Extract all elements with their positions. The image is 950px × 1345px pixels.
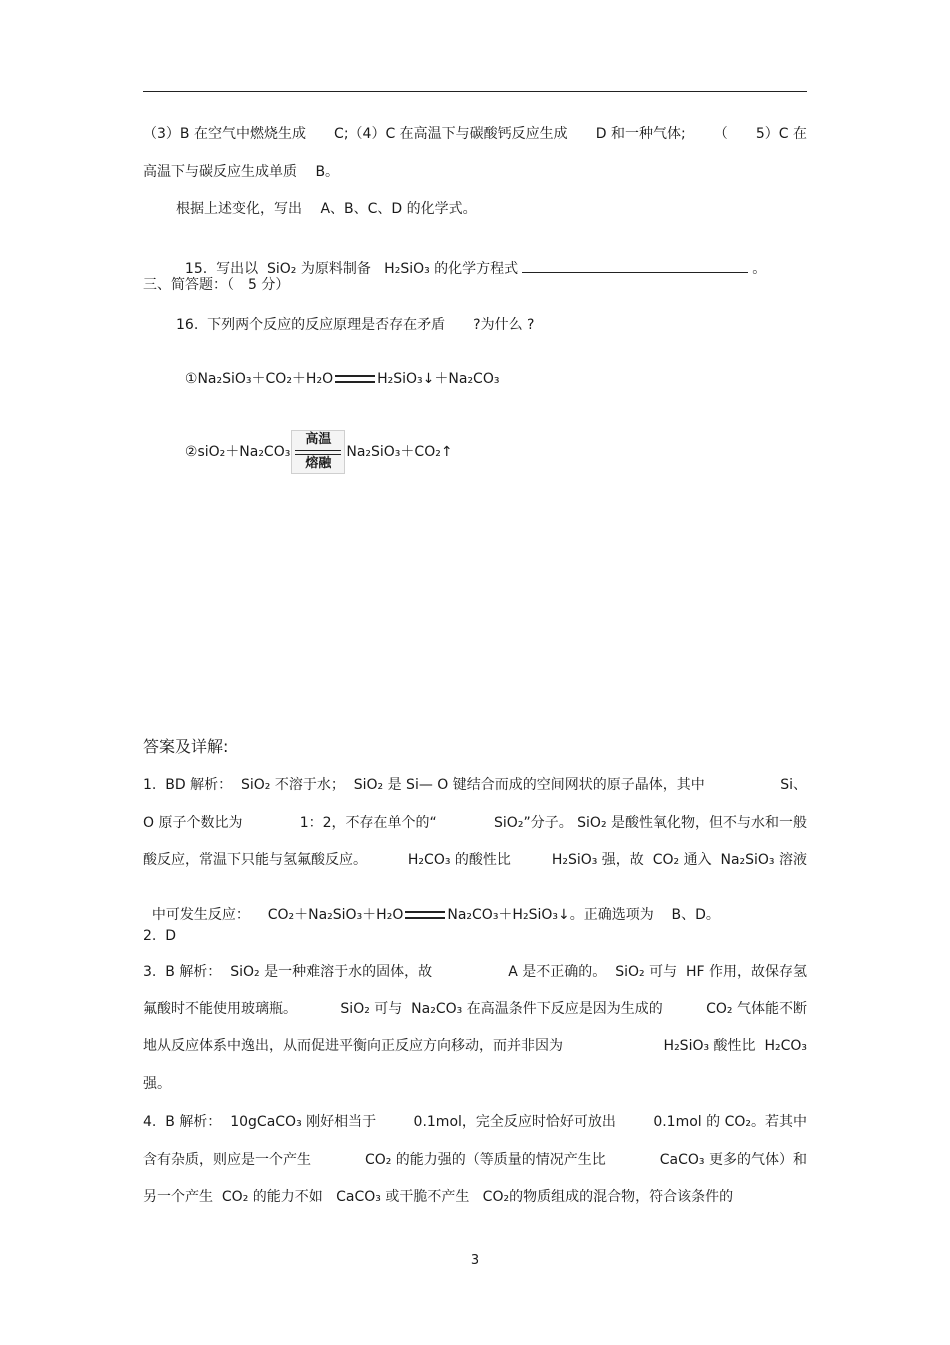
p14-line-2: 高温下与碳反应生成单质 B。 [143, 164, 340, 180]
reaction-condition [291, 430, 345, 474]
condition-line-bottom [295, 454, 341, 455]
section-3-heading: 三、简答题：（ 5 分） [143, 277, 290, 293]
page-number: 3 [470, 1253, 480, 1268]
answer-1-line-3-part-3: H₂SiO₃ 强，故 CO₂ 通入 Na₂SiO₃ 溶液 [551, 852, 807, 868]
p14-line-1-part-5: 5）C 在 [755, 126, 807, 142]
answer-1-line-2-part-3: SiO₂”分子。 SiO₂ 是酸性氧化物，但不与水和一般 [494, 815, 807, 831]
question-15 [176, 240, 766, 278]
question-15-end: 。 [752, 261, 767, 277]
answer-4-line-1-part-2: 0.1mol，完全反应时恰好可放出 [413, 1114, 616, 1130]
answer-1-line-3-part-1: 酸反应，常温下只能与氢氟酸反应。 [143, 852, 367, 868]
equation-2 [176, 386, 453, 474]
condition-high-temp: 高温 [305, 432, 332, 447]
answer-4-line-2-part-1: 含有杂质，则应是一个产生 [143, 1152, 311, 1168]
answer-1-line-4 [143, 888, 720, 924]
answer-1-line-3 [143, 851, 807, 869]
answers-heading: 答案及详解: [143, 737, 229, 756]
double-equal-sign [335, 375, 375, 383]
answer-4-line-1 [143, 1113, 807, 1131]
p14-line-1-part-2: C;（4）C 在高温下与碳酸钙反应生成 [334, 126, 568, 142]
question-16: 16. 下列两个反应的反应原理是否存在矛盾 ?为什么 ? [176, 317, 535, 333]
answer-blank [522, 258, 748, 273]
answer-4-line-2 [143, 1151, 807, 1169]
p14-line-1-part-3: D 和一种气体; [595, 126, 686, 142]
condition-molten: 熔融 [305, 456, 332, 471]
answer-4-line-3: 另一个产生 CO₂ 的能力不如 CaCO₃ 或干脆不产生 CO₂的物质组成的混合物，符合该条件的 [143, 1189, 734, 1205]
answer-3-line-1-part-2: A 是不正确的。 SiO₂ 可与 HF 作用，故保存氢 [508, 964, 807, 980]
answer-3-line-2 [143, 1000, 807, 1018]
header-rule [143, 91, 807, 92]
answer-4-line-1-part-3: 0.1mol 的 CO₂。若其中 [653, 1114, 807, 1130]
answer-3-line-2-part-2: SiO₂ 可与 Na₂CO₃ 在高温条件下反应是因为生成的 [340, 1001, 663, 1017]
answer-1-line-4-right: Na₂CO₃＋H₂SiO₃↓。正确选项为 B、D。 [447, 907, 720, 923]
double-equal-sign [405, 911, 445, 919]
equation-1 [176, 352, 499, 388]
answer-3-line-3 [143, 1037, 807, 1055]
p14-line-1-part-4: （ [713, 126, 728, 142]
answer-1-line-1 [143, 776, 807, 794]
answer-4-line-2-part-2: CO₂ 的能力强的（等质量的情况产生比 [364, 1152, 606, 1168]
p14-line-1 [143, 125, 807, 143]
answer-1-line-1-part-2: Si、 [780, 777, 807, 793]
equation-2-right: Na₂SiO₃＋CO₂↑ [346, 444, 453, 460]
answer-3-line-2-part-1: 氟酸时不能使用玻璃瓶。 [143, 1001, 297, 1017]
question-15-text: 15. 写出以 SiO₂ 为原料制备 H₂SiO₃ 的化学方程式 [184, 261, 519, 277]
answer-1-line-2-part-2: 1：2，不存在单个的“ [299, 815, 437, 831]
answer-3-line-1 [143, 963, 807, 981]
answer-3-line-2-part-3: CO₂ 气体能不断 [706, 1001, 807, 1017]
condition-line-top [295, 450, 341, 451]
answer-4-line-2-part-3: CaCO₃ 更多的气体）和 [659, 1152, 807, 1168]
p14-line-1-part-1: （3）B 在空气中燃烧生成 [143, 126, 306, 142]
equation-1-left: ①Na₂SiO₃＋CO₂＋H₂O [184, 371, 334, 387]
answer-1-line-3-part-2: H₂CO₃ 的酸性比 [407, 852, 511, 868]
answer-1-line-1-part-1: 1. BD 解析： SiO₂ 不溶于水； SiO₂ 是 Si— O 键结合而成的空间网状的原子晶体，其中 [143, 777, 705, 793]
answer-3-line-4: 强。 [143, 1076, 171, 1092]
answer-1-line-2 [143, 814, 807, 832]
answer-3-line-3-part-1: 地从反应体系中逸出，从而促进平衡向正反应方向移动，而并非因为 [143, 1038, 563, 1054]
answer-1-line-2-part-1: O 原子个数比为 [143, 815, 243, 831]
equation-1-right: H₂SiO₃↓＋Na₂CO₃ [377, 371, 500, 387]
answer-3-line-1-part-1: 3. B 解析： SiO₂ 是一种难溶于水的固体，故 [143, 964, 433, 980]
answer-1-line-4-left: 中可发生反应： CO₂＋Na₂SiO₃＋H₂O [151, 907, 404, 923]
answer-4-line-1-part-1: 4. B 解析： 10gCaCO₃ 刚好相当于 [143, 1114, 377, 1130]
answer-2: 2. D [143, 928, 177, 944]
p14-line-3: 根据上述变化，写出 A、B、C、D 的化学式。 [176, 201, 477, 217]
equation-2-left: ②siO₂＋Na₂CO₃ [184, 444, 291, 460]
answer-3-line-3-part-2: H₂SiO₃ 酸性比 H₂CO₃ [663, 1038, 807, 1054]
